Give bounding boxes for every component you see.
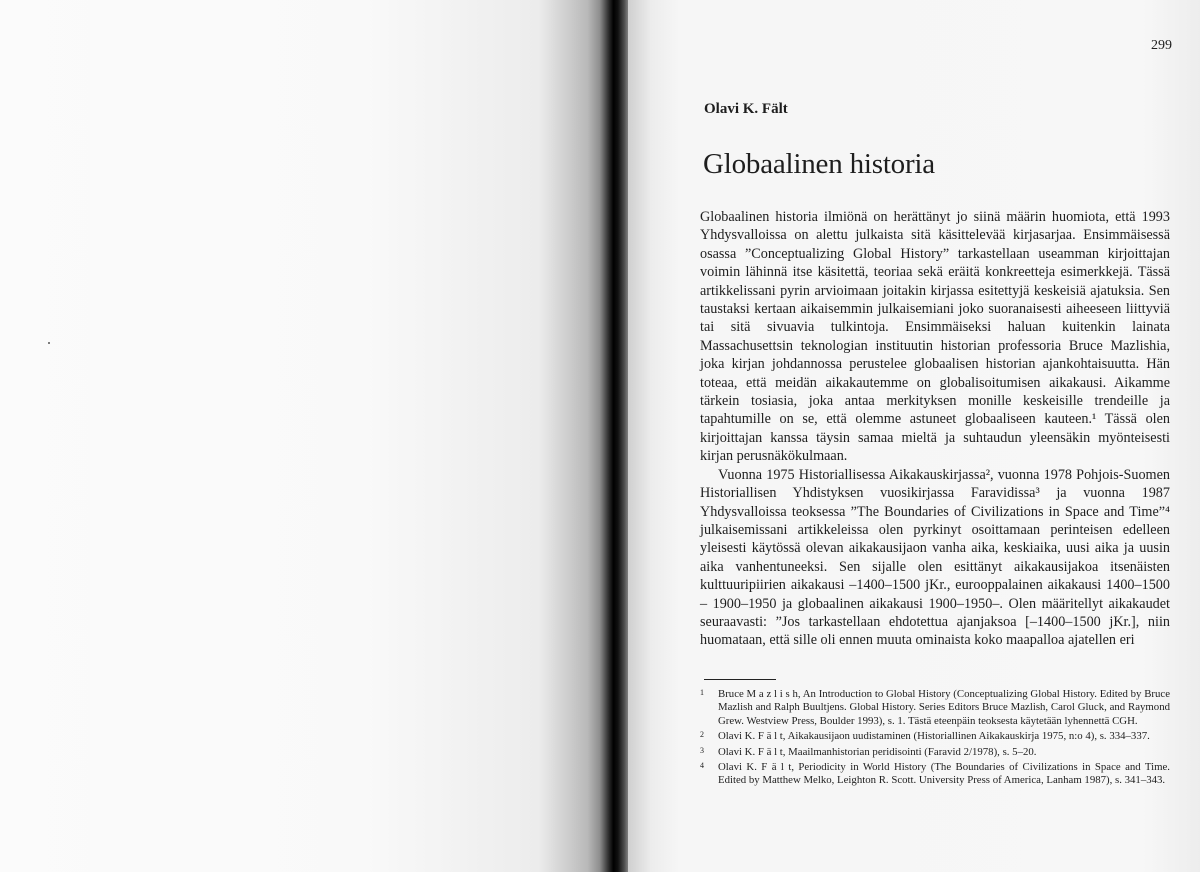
footnotes-list [700,688,1170,790]
footnote-marker: 4 [700,761,704,771]
footnote-text: Olavi K. F ä l t, Aikakausijaon uudistaminen (Historiallinen Aikakauskirja 1975, n:o 4), s. 334–337. [718,730,1150,743]
paragraph-2: Vuonna 1975 Historiallisessa Aikakauskirjassa², vuonna 1978 Pohjois-Suomen Historiallisen Yhdistyksen vuosikirjassa Faravidissa³ ja vuonna 1987 Yhdysvalloissa teoksessa ”The Boundaries of Civilizations in Space and Time”⁴ julkaisemissani artikkeleissa olen pyrkinyt osoittamaan perinteisen edelleen yleisesti käytössä olevan aikakausijaon vanha aika, keskiaika, uusi aika ja uusin aika vanhentuneeksi. Sen sijalle olen esittänyt aikakausijakoa itsenäisten kulttuuripiirien aikakausi –1400–1500 jKr., eurooppalainen aikakausi 1400–1500 – 1900–1950 ja globaalinen aikakausi 1900–1950–. Olen määritellyt aikakaudet seuraavasti: ”Jos tarkastellaan ehdotettua ajanjaksoa [–1400–1500 jKr.], niin huomataan, että sille oli ennen muuta ominaista koko maapalloa ajatellen eri [700,466,1170,649]
ink-speck [48,342,50,344]
footnote-text: Olavi K. F ä l t, Maailmanhistorian peridisointi (Faravid 2/1978), s. 5–20. [718,745,1037,758]
paragraph-1: Globaalinen historia ilmiönä on herättänyt jo siinä määrin huomiota, että 1993 Yhdysvalloissa on alettu julkaista sitä käsittelevää kirjasarjaa. Ensimmäisessä osassa ”Conceptualizing Global History” tarkastellaan useamman kirjoittajan voimin lähinnä itse käsitettä, teoriaa sekä eräitä konkreetteja esimerkkejä. Tässä artikkelissani pyrin arvioimaan joitakin kirjassa esitettyjä keskeisiä ajatuksia. Sen taustaksi kertaan aikaisemmin julkaisemiani joko suoranaisesti aiheeseen liittyviä tai sitä sivuavia tulkintoja. Ensimmäiseksi haluan kuitenkin lainata Massachusettsin teknologian instituutin historian professoria Bruce Mazlishia, joka kirjan johdannossa perustelee globaalisen historian ajankohtaisuutta. Hän toteaa, että meidän aikakautemme on globalisoitumisen aikakausi. Aikamme tärkein tosiasia, joka antaa merkityksen monille keskeisille trendeille ja tapahtumille on se, että olemme astuneet globaaliseen kauteen.¹ Tässä olen kirjoittajan kanssa täysin samaa mieltä ja suhtaudun yleensäkin myönteisesti kirjan perusnäkökulmaan. [700,209,1170,465]
footnote-text: Bruce M a z l i s h, An Introduction to Global History (Conceptualizing Global History. Edited by Bruce Mazlish and Ralph Buultjens. Global History. Series Editors Bruce Mazlish, Carol Gluck, and Raymond Grew. Westview Press, Boulder 1993), s. 1. Tästä eteenpäin teoksesta käytetään lyhennettä CGH. [718,688,1170,727]
footnote-marker: 1 [700,688,704,697]
footnote-divider [704,679,776,680]
author-name: Olavi K. Fält [704,101,788,117]
footnote-marker: 2 [700,730,704,740]
footnote-1 [700,688,1170,728]
footnote-marker: 3 [700,745,704,755]
footnote-4 [700,761,1170,788]
book-gutter [600,0,630,872]
footnote-3 [700,746,1170,759]
footnote-text: Olavi K. F ä l t, Periodicity in World History (The Boundaries of Civilizations in Space and Time. Edited by Matthew Melko, Leighton R. Scott. University Press of America, Lanham 1987), s. 341–343. [718,761,1170,787]
article-body [700,208,1170,650]
article-title: Globaalinen historia [703,148,935,180]
page-number: 299 [1151,38,1172,53]
footnote-2 [700,730,1170,743]
